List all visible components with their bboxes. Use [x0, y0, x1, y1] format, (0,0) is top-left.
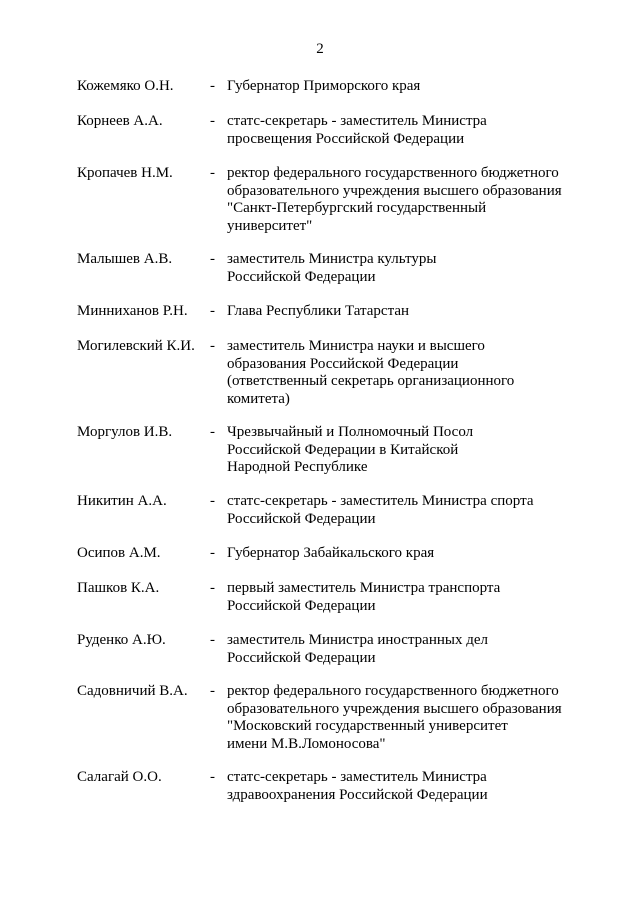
member-position [227, 769, 587, 804]
member-position-line: Российской Федерации [227, 649, 376, 666]
member-dash: - [210, 769, 215, 785]
member-position [227, 251, 587, 286]
member-dash: - [210, 493, 215, 509]
member-name: Могилевский К.И. [77, 338, 195, 354]
member-row [0, 165, 640, 235]
member-position [227, 113, 587, 148]
member-position-line: первый заместитель Министра транспорта [227, 580, 501, 596]
member-position-line: заместитель Министра иностранных дел [227, 632, 488, 648]
member-name: Никитин А.А. [77, 493, 167, 509]
member-position-line: Российской Федерации [227, 268, 376, 285]
member-position-line: Российской Федерации в Китайской [227, 441, 459, 458]
member-row [0, 580, 640, 615]
member-name: Моргулов И.В. [77, 424, 173, 440]
member-dash: - [210, 165, 215, 181]
member-position-line: Чрезвычайный и Полномочный Посол [227, 424, 474, 440]
member-dash: - [210, 251, 215, 267]
member-dash: - [210, 78, 215, 94]
member-name: Осипов А.М. [77, 545, 161, 561]
member-position-line: Российской Федерации [227, 510, 376, 527]
member-position [227, 545, 587, 563]
member-dash: - [210, 113, 215, 129]
member-position [227, 303, 587, 321]
member-position-line: образовательного учреждения высшего образования [227, 700, 562, 717]
member-position-line: "Московский государственный университет [227, 718, 508, 734]
member-position [227, 424, 587, 477]
member-position-line: здравоохранения Российской Федерации [227, 786, 488, 803]
member-row [0, 303, 640, 321]
member-row [0, 251, 640, 286]
member-name: Корнеев А.А. [77, 113, 163, 129]
member-row [0, 424, 640, 477]
member-position-line: Российской Федерации [227, 597, 376, 614]
member-position [227, 493, 587, 528]
member-position-line: статс-секретарь - заместитель Министра спорта [227, 493, 534, 509]
member-position-line: заместитель Министра науки и высшего [227, 338, 485, 354]
member-position-line: Глава Республики Татарстан [227, 303, 410, 319]
member-dash: - [210, 580, 215, 596]
member-position [227, 580, 587, 615]
member-dash: - [210, 338, 215, 354]
member-position-line: Губернатор Забайкальского края [227, 545, 435, 561]
member-position [227, 632, 587, 667]
member-row [0, 683, 640, 753]
member-name: Кропачев Н.М. [77, 165, 173, 181]
member-position-line: ректор федерального государственного бюджетного [227, 165, 559, 181]
member-dash: - [210, 424, 215, 440]
member-position-line: (ответственный секретарь организационного [227, 373, 515, 389]
member-dash: - [210, 303, 215, 319]
member-position-line: университет" [227, 217, 313, 234]
member-row [0, 769, 640, 804]
member-name: Пашков К.А. [77, 580, 160, 596]
member-position-line: комитета) [227, 390, 290, 407]
member-position-line: Народной Республике [227, 459, 368, 475]
member-position-line: имени М.В.Ломоносова" [227, 735, 386, 752]
member-position [227, 78, 587, 96]
member-name: Минниханов Р.Н. [77, 303, 188, 319]
member-position-line: образовательного учреждения высшего образования [227, 182, 562, 199]
member-row [0, 338, 640, 408]
member-name: Садовничий В.А. [77, 683, 188, 699]
member-row [0, 493, 640, 528]
member-row [0, 545, 640, 563]
member-position-line: образования Российской Федерации [227, 355, 459, 372]
member-row [0, 632, 640, 667]
page-number: 2 [316, 41, 324, 57]
member-position-line: просвещения Российской Федерации [227, 130, 465, 147]
member-name: Кожемяко О.Н. [77, 78, 174, 94]
member-dash: - [210, 632, 215, 648]
member-position-line: Губернатор Приморского края [227, 78, 421, 94]
member-dash: - [210, 545, 215, 561]
member-position-line: "Санкт-Петербургский государственный [227, 200, 487, 216]
member-position-line: статс-секретарь - заместитель Министра [227, 113, 487, 129]
member-row [0, 113, 640, 148]
member-name: Салагай О.О. [77, 769, 162, 785]
member-name: Малышев А.В. [77, 251, 173, 267]
member-dash: - [210, 683, 215, 699]
member-position-line: статс-секретарь - заместитель Министра [227, 769, 487, 785]
member-name: Руденко А.Ю. [77, 632, 166, 648]
member-position [227, 338, 587, 408]
member-row [0, 78, 640, 96]
member-position-line: заместитель Министра культуры [227, 251, 437, 267]
member-position [227, 683, 587, 753]
member-position [227, 165, 587, 235]
member-position-line: ректор федерального государственного бюджетного [227, 683, 559, 699]
